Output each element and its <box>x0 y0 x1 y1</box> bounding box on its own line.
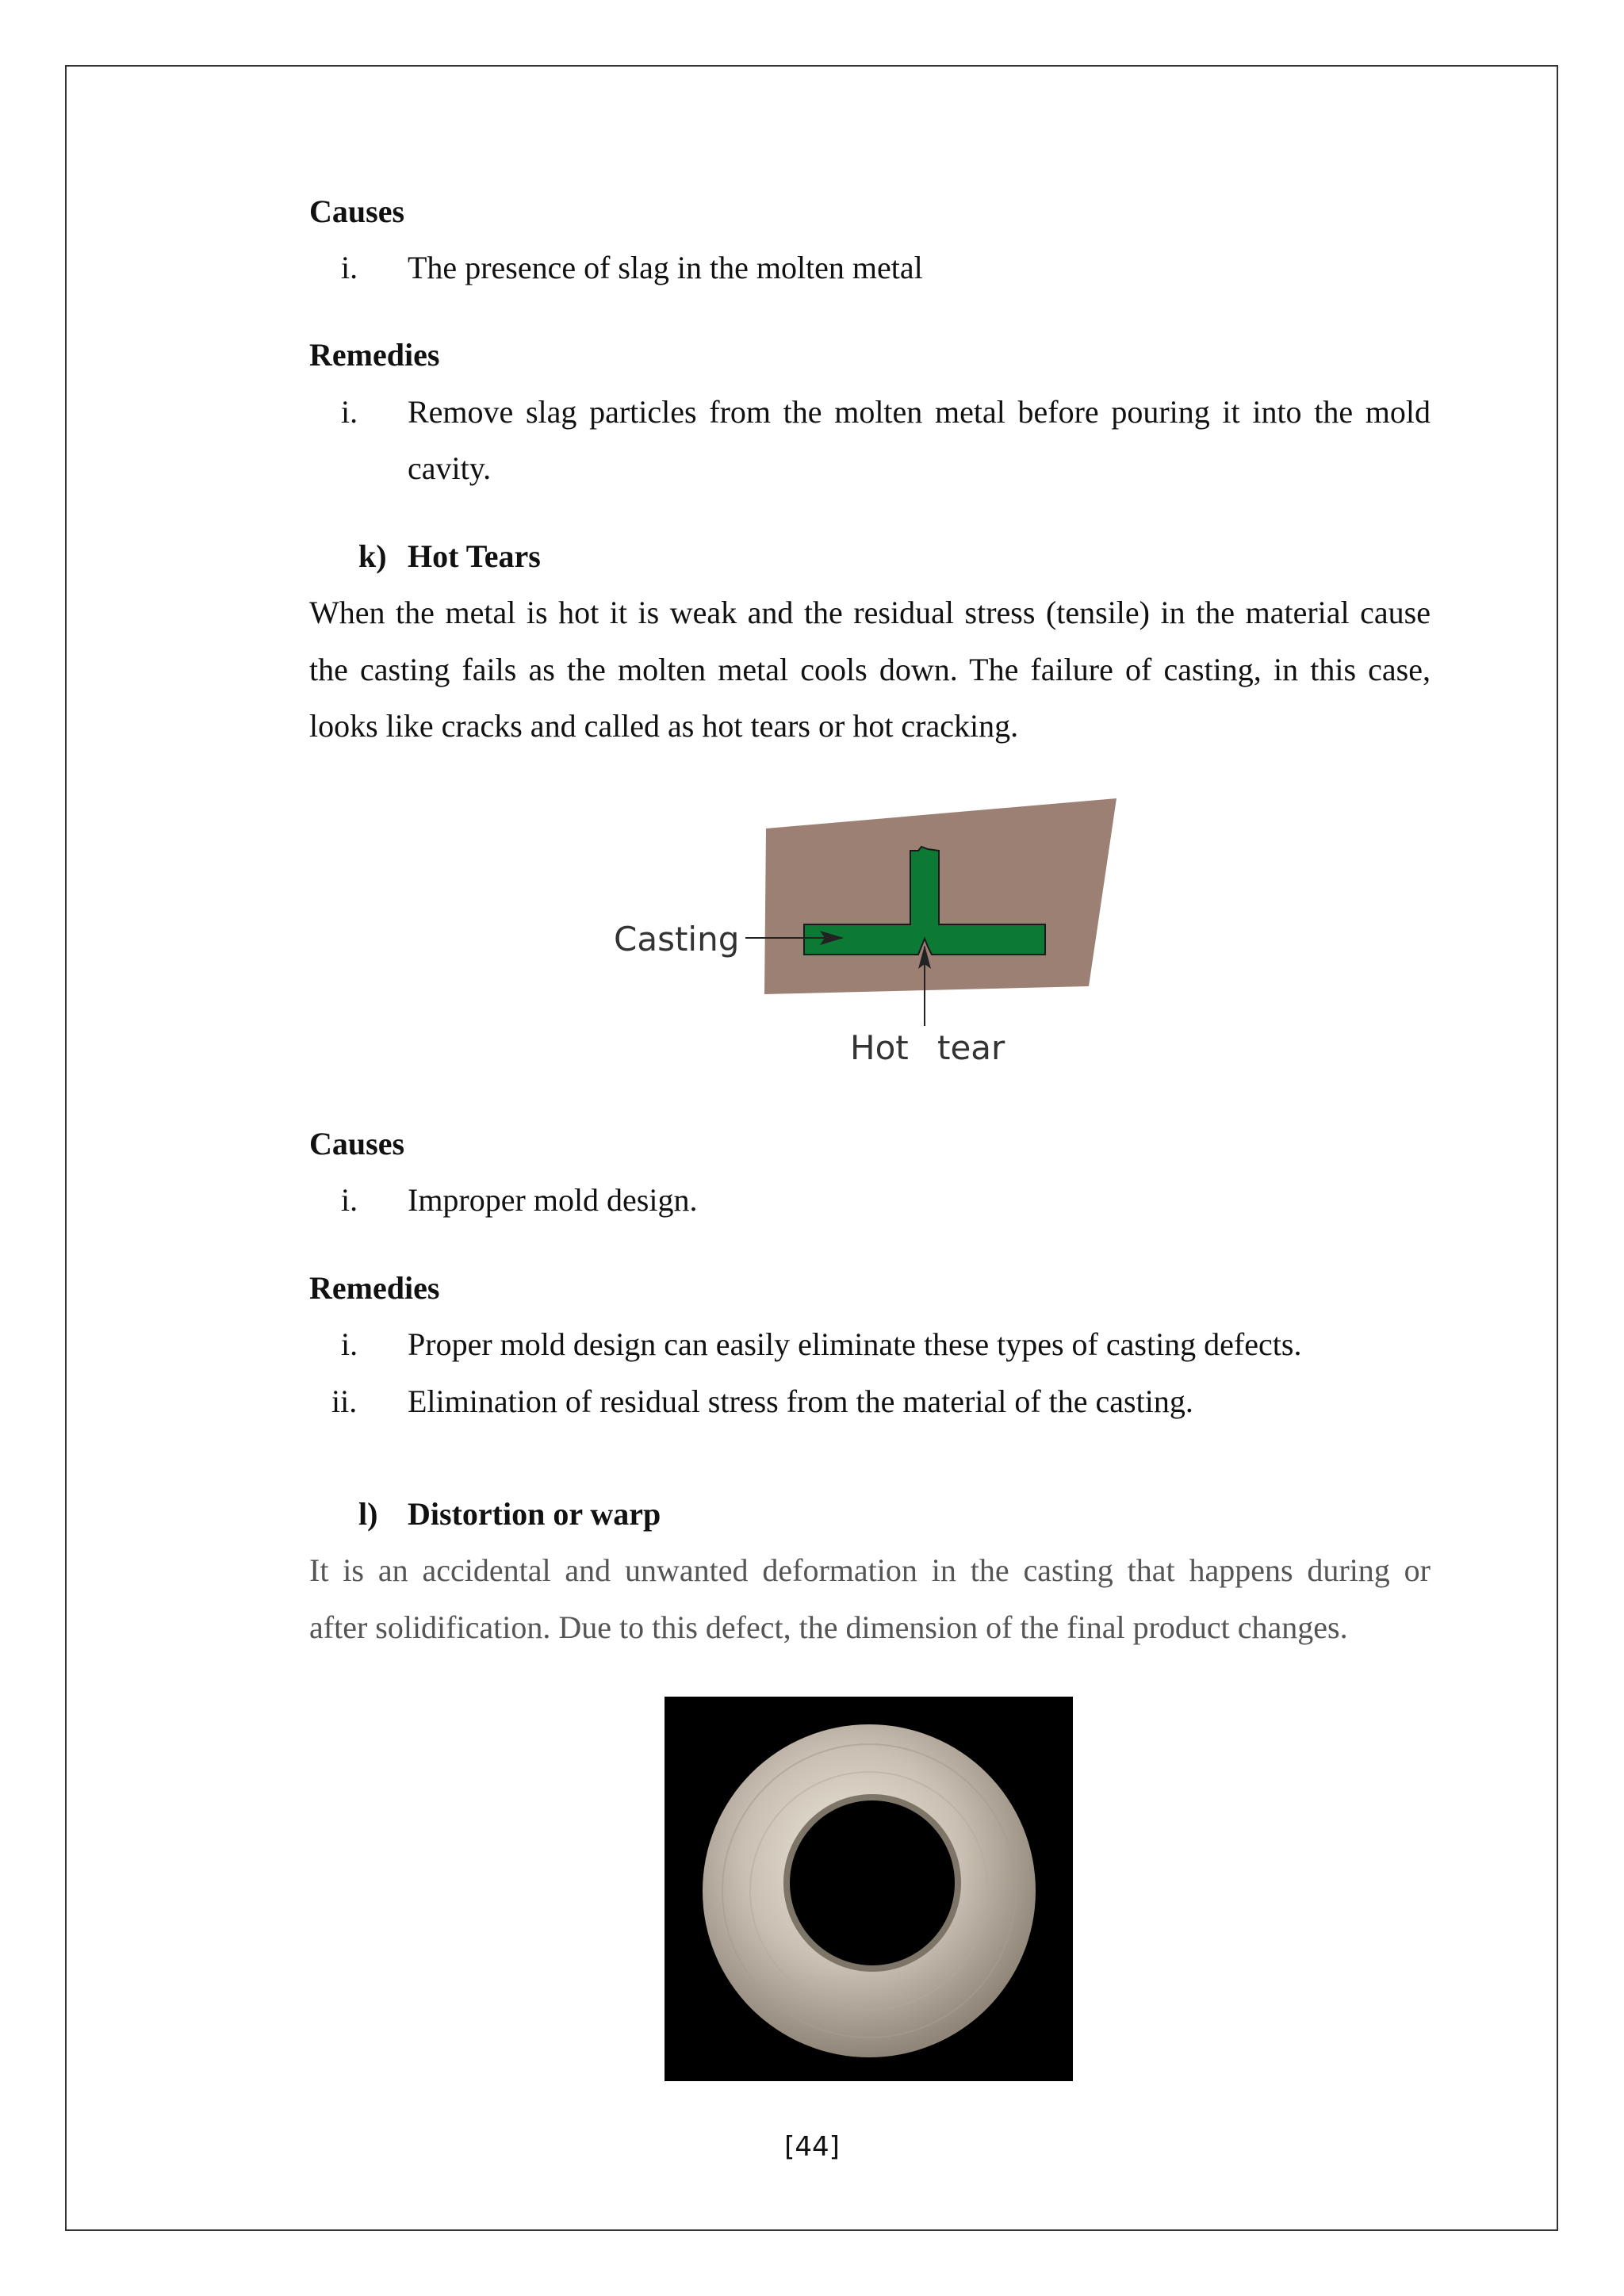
causes-heading: Causes <box>309 1126 405 1161</box>
hot-label: Hot <box>850 1028 909 1067</box>
list-item-text: Elimination of residual stress from the material of the casting. <box>408 1383 1193 1419</box>
remedies-heading: Remedies <box>309 1270 440 1306</box>
remedies-heading: Remedies <box>309 337 440 373</box>
tear-label: tear <box>937 1028 1005 1067</box>
ring-image <box>665 1697 1073 2081</box>
paragraph-line: after solidification. Due to this defect, the dimension of the final product changes. <box>309 1609 1348 1645</box>
list-number: i. <box>341 250 358 285</box>
mold-shape <box>764 798 1116 994</box>
paragraph-line: the casting fails as the molten metal cools down. The failure of casting, in this case, <box>309 652 1431 687</box>
page-number: [44] <box>784 2131 840 2163</box>
distorted-ring-photo <box>665 1697 1073 2081</box>
paragraph-line: When the metal is hot it is weak and the residual stress (tensile) in the material cause <box>309 595 1431 630</box>
list-item-text: Proper mold design can easily eliminate these types of casting defects. <box>408 1326 1302 1362</box>
ring-hole <box>790 1800 955 1965</box>
section-title: Hot Tears <box>408 538 541 574</box>
list-number: ii. <box>331 1383 358 1419</box>
list-item-text: Improper mold design. <box>408 1182 698 1218</box>
list-number: i. <box>341 394 358 430</box>
hot-tear-figure <box>0 0 1624 1110</box>
list-item-text: The presence of slag in the molten metal <box>408 250 923 285</box>
list-number: i. <box>341 1326 358 1362</box>
causes-heading: Causes <box>309 193 405 229</box>
list-number: i. <box>341 1182 358 1218</box>
paragraph-line: It is an accidental and unwanted deformation in the casting that happens during or <box>309 1552 1431 1588</box>
section-title: Distortion or warp <box>408 1496 661 1532</box>
paragraph-line: looks like cracks and called as hot tears or hot cracking. <box>309 708 1019 744</box>
list-item-text: Remove slag particles from the molten metal before pouring it into the mold <box>408 394 1431 430</box>
section-letter: k) <box>358 538 387 574</box>
list-item-text-continued: cavity. <box>408 450 492 486</box>
section-letter: l) <box>358 1496 378 1532</box>
casting-label: Casting <box>614 920 740 959</box>
